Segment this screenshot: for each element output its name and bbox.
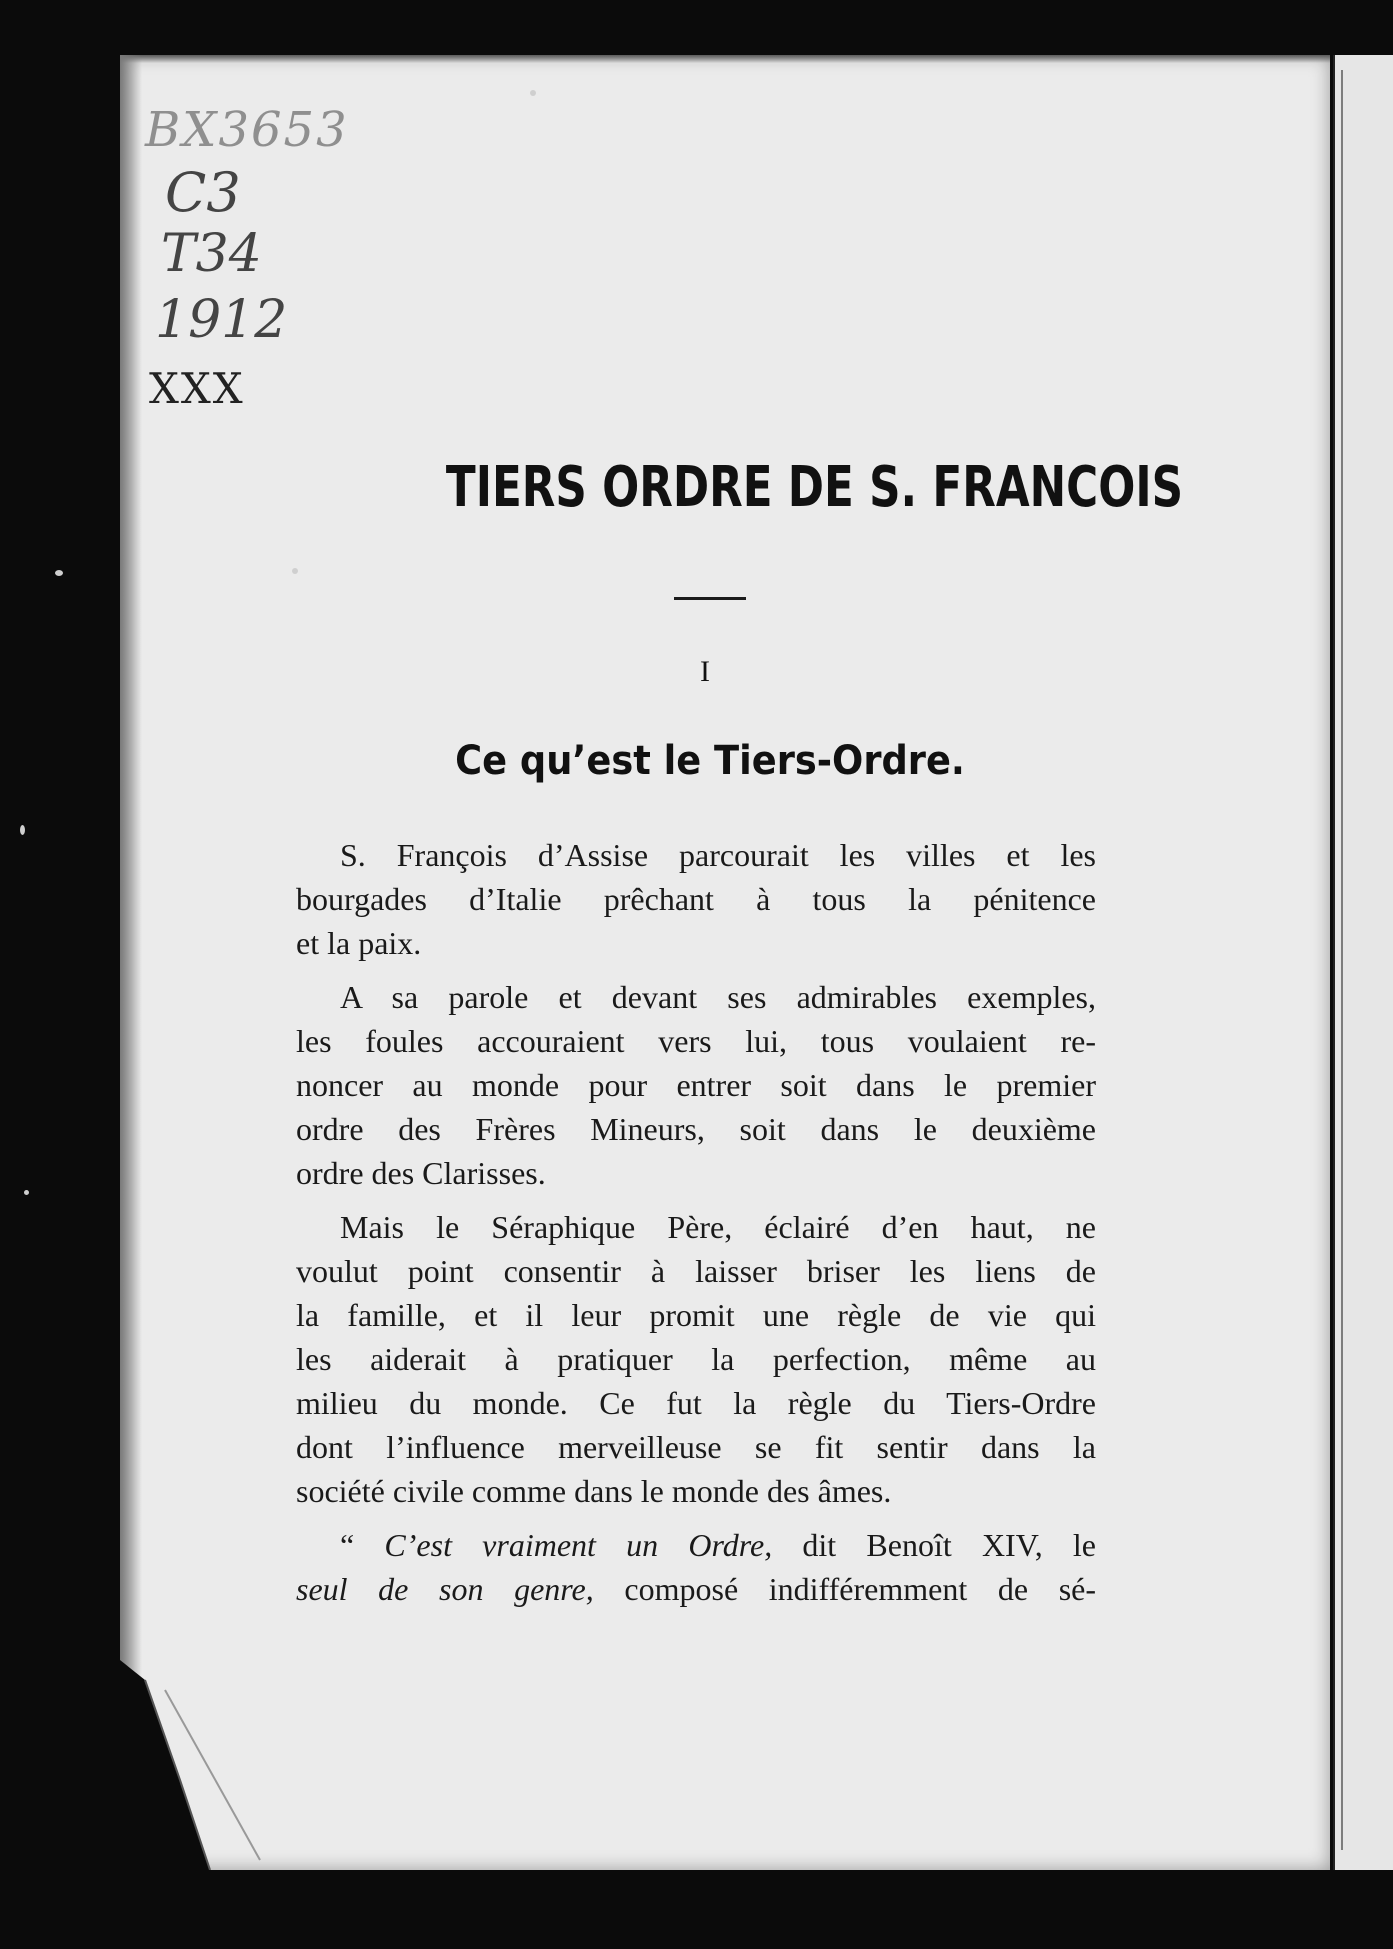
page-edge-shadow-top xyxy=(120,55,1330,63)
page-title: TIERS ORDRE DE S. FRANCOIS xyxy=(445,455,1184,520)
scan-speck xyxy=(55,570,63,576)
text-fragment: dit Benoît XIV, le xyxy=(772,1527,1097,1563)
text-line: Mais le Séraphique Père, éclairé d’en haut, ne xyxy=(340,1209,1096,1245)
scan-speck xyxy=(20,825,25,835)
call-number-line: BX3653 xyxy=(145,102,349,158)
text-fragment: composé indifféremment de sé- xyxy=(593,1571,1097,1607)
call-number-line: XXX xyxy=(149,364,245,413)
scan-speck xyxy=(292,568,298,574)
scan-speck xyxy=(24,1190,29,1195)
text-line: milieu du monde. Ce fut la règle du Tiers-Ordre xyxy=(296,1385,1096,1421)
section-numeral: I xyxy=(700,655,710,688)
text-line: A sa parole et devant ses admirables exemples, xyxy=(340,979,1096,1015)
scan-speck xyxy=(530,90,536,96)
text-line-quote xyxy=(296,1523,1096,1567)
text-line-quote xyxy=(296,1567,1096,1611)
italic-phrase: seul de son genre, xyxy=(296,1571,594,1607)
page-edge-shadow-left xyxy=(120,55,142,1870)
text-line: société civile comme dans le monde des âmes. xyxy=(296,1473,892,1509)
text-line: dont l’influence merveilleuse se fit sentir dans la xyxy=(296,1429,1096,1465)
text-line: les aiderait à pratiquer la perfection, même au xyxy=(296,1341,1096,1377)
title-rule xyxy=(674,597,746,600)
text-line: noncer au monde pour entrer soit dans le premier xyxy=(296,1067,1096,1103)
text-line: les foules accouraient vers lui, tous voulaient re- xyxy=(296,1023,1096,1059)
text-line: S. François d’Assise parcourait les villes et les xyxy=(340,837,1096,873)
text-line: ordre des Clarisses. xyxy=(296,1155,546,1191)
body-text xyxy=(296,833,1096,1611)
call-number-line: C3 xyxy=(165,161,241,224)
call-number-line: 1912 xyxy=(155,290,288,350)
text-line: la famille, et il leur promit une règle de vie qui xyxy=(296,1297,1096,1333)
text-line: voulut point consentir à laisser briser les liens de xyxy=(296,1253,1096,1289)
text-line: et la paix. xyxy=(296,925,422,961)
quote-mark: “ xyxy=(340,1527,355,1563)
text-line: bourgades d’Italie prêchant à tous la pénitence xyxy=(296,881,1096,917)
torn-corner-fold xyxy=(120,1660,280,1870)
handwritten-call-number xyxy=(145,102,405,435)
call-number-line: T34 xyxy=(161,224,262,284)
text-line: ordre des Frères Mineurs, soit dans le deuxième xyxy=(296,1111,1096,1147)
italic-phrase: C’est vraiment un Ordre, xyxy=(384,1527,773,1563)
page-gutter-line xyxy=(1341,70,1343,1850)
section-heading: Ce qu’est le Tiers-Ordre. xyxy=(455,738,965,784)
